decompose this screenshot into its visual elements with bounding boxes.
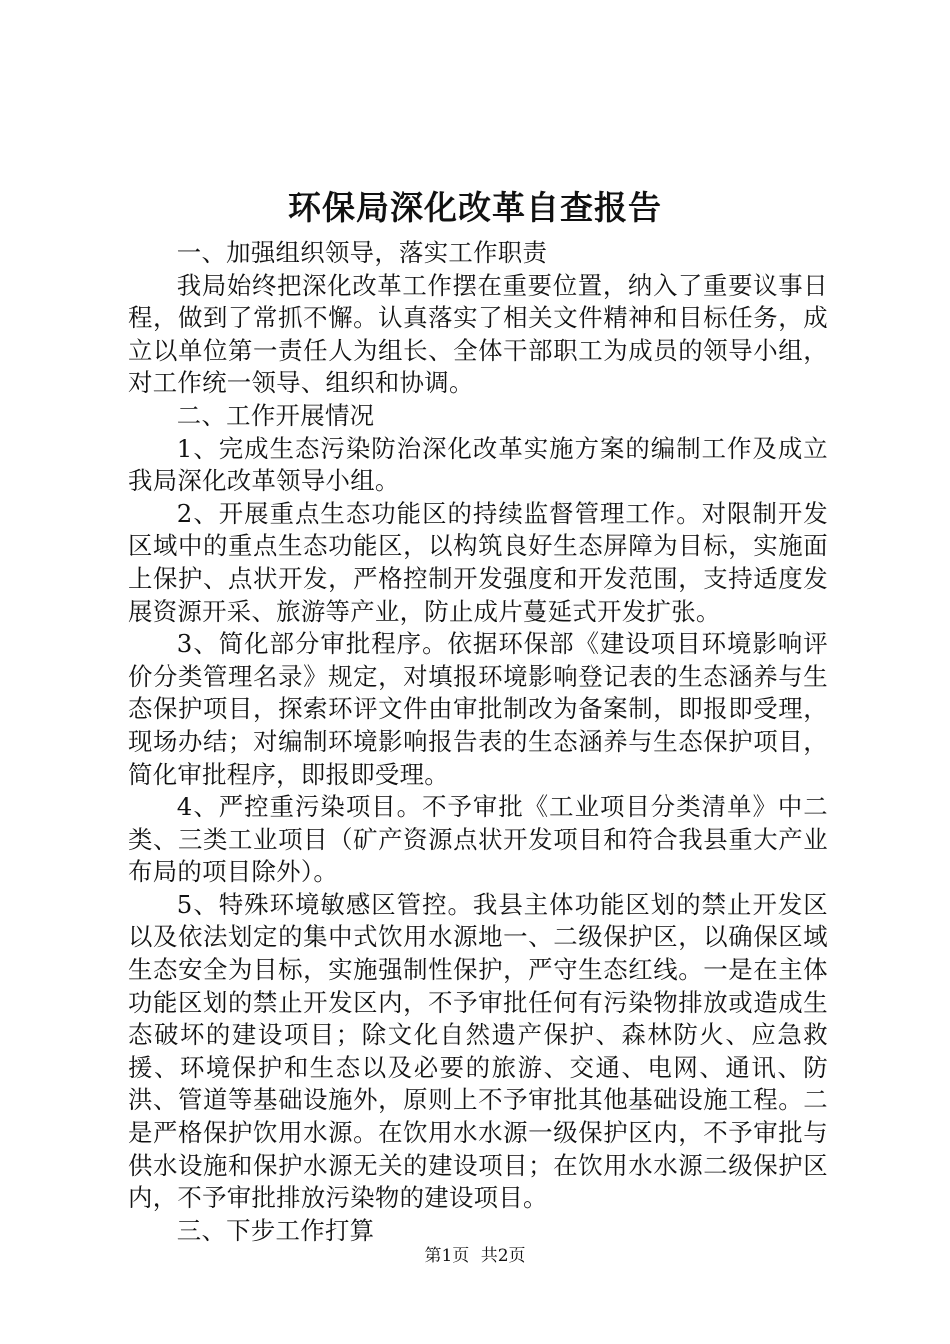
paragraph-item-1: 1、完成生态污染防治深化改革实施方案的编制工作及成立我局深化改革领导小组。 [128, 433, 828, 496]
paragraph-item-4: 4、严控重污染项目。不予审批《工业项目分类清单》中二类、三类工业项目（矿产资源点状开发项目和符合我县重大产业布局的项目除外）。 [128, 792, 828, 887]
paragraph-item-5: 5、特殊环境敏感区管控。我县主体功能区划的禁止开发区以及依法划定的集中式饮用水源地一、二级保护区，以确保区域生态安全为目标，实施强制性保护，严守生态红线。一是在主体功能区划的禁止开发区内，不予审批任何有污染物排放或造成生态破坏的建设项目；除文化自然遗产保护、森林防火、应急救援、环境保护和生态以及必要的旅游、交通、电网、通讯、防洪、管道等基础设施外，原则上不予审批其他基础设施工程。二是严格保护饮用水源。在饮用水水源一级保护区内，不予审批与供水设施和保护水源无关的建设项目；在饮用水水源二级保护区内，不予审批排放污染物的建设项目。 [128, 889, 828, 1213]
document-title: 环保局深化改革自查报告 [288, 188, 662, 227]
paragraph-item-3: 3、简化部分审批程序。依据环保部《建设项目环境影响评价分类管理名录》规定，对填报环境影响登记表的生态涵养与生态保护项目，探索环评文件由审批制改为备案制，即报即受理，现场办结；对编制环境影响报告表的生态涵养与生态保护项目，简化审批程序，即报即受理。 [128, 629, 828, 789]
paragraph-organization: 我局始终把深化改革工作摆在重要位置，纳入了重要议事日程，做到了常抓不懈。认真落实了相关文件精神和目标任务，成立以单位第一责任人为组长、全体干部职工为成员的领导小组，对工作统一领导、组织和协调。 [128, 270, 828, 398]
paragraph-item-2: 2、开展重点生态功能区的持续监督管理工作。对限制开发区域中的重点生态功能区，以构筑良好生态屏障为目标，实施面上保护、点状开发，严格控制开发强度和开发范围，支持适度发展资源开采、旅游等产业，防止成片蔓延式开发扩张。 [128, 498, 828, 626]
section-heading-1: 一、加强组织领导，落实工作职责 [176, 238, 548, 267]
document-body [128, 237, 828, 1247]
page-number-footer: 第1页 共2页 [424, 1246, 526, 1266]
section-heading-3: 三、下步工作打算 [176, 1215, 375, 1245]
section-heading-2: 二、工作开展情况 [176, 400, 375, 430]
